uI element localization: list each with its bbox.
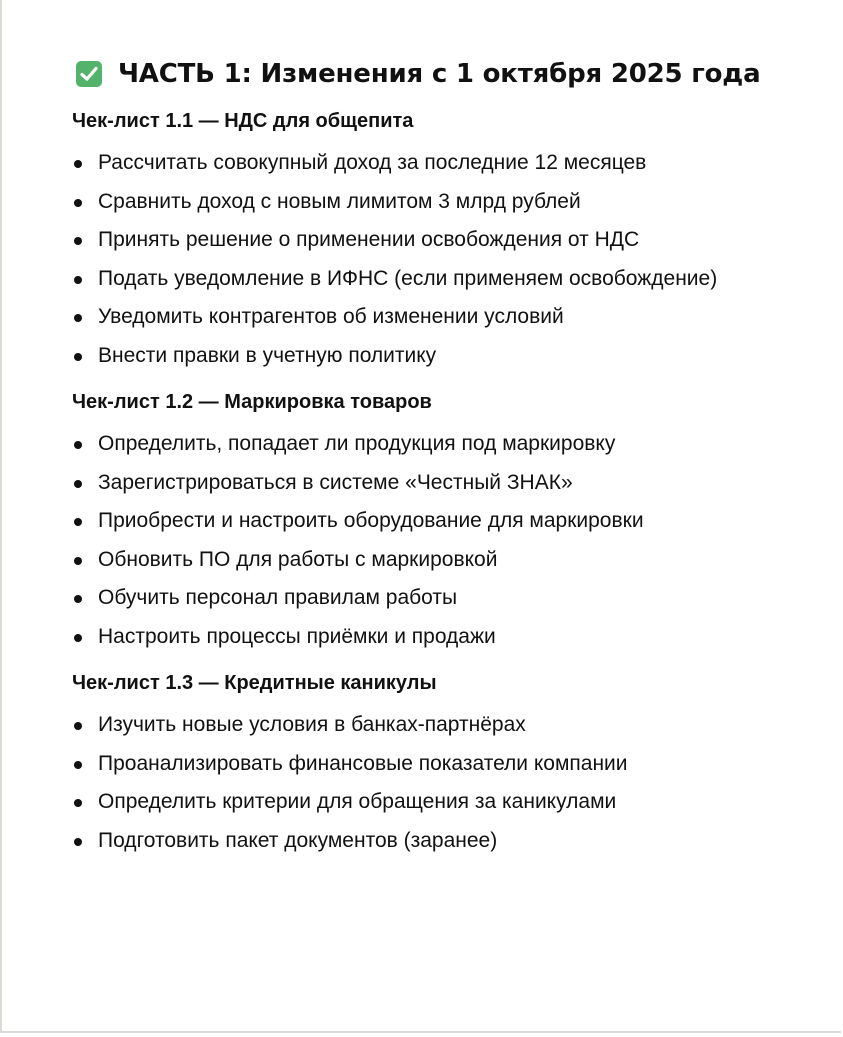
checklist-section-vat [72,106,832,375]
check-mark-icon [76,61,102,87]
checklist-item [72,221,832,260]
checklist-item-text: Обновить ПО для работы с маркировкой [98,547,498,571]
page-title: ЧАСТЬ 1: Изменения с 1 октября 2025 года [118,59,761,89]
section-title: Чек-лист 1.3 — Кредитные каникулы [72,672,437,694]
checklist-item-text: Принять решение о применении освобождения от НДС [98,228,640,251]
checklist-item-text: Уведомить контрагентов об изменении условий [98,305,564,328]
checklist-item [72,541,832,580]
checklist [72,425,832,656]
checklist-item-text: Изучить новые условия в банках-партнёрах [98,713,526,736]
checklist-item [72,579,832,618]
checklist-item [72,745,832,784]
section-title: Чек-лист 1.2 — Маркировка товаров [72,391,432,413]
bullet-icon [74,557,82,565]
bullet-icon [74,353,82,361]
checklist-item-text: Определить, попадает ли продукция под маркировку [98,432,616,455]
bullet-icon [74,634,82,642]
bullet-icon [74,761,82,769]
checklist [72,706,832,860]
checklist-item [72,783,832,822]
bullet-icon [74,480,82,488]
page-header [72,56,832,92]
document-content [72,56,832,872]
checklist-item-text: Зарегистрироваться в системе «Честный ЗНАК» [98,470,573,494]
checklist-item-text: Сравнить доход с новым лимитом 3 млрд рублей [98,189,581,213]
bullet-icon [74,237,82,245]
checklist-item-text: Рассчитать совокупный доход за последние 12 месяцев [98,151,647,174]
checklist-item [72,464,832,503]
checklist-item-text: Приобрести и настроить оборудование для маркировки [98,509,644,532]
bullet-icon [74,518,82,526]
bullet-icon [74,722,82,730]
checklist-item [72,183,832,222]
checklist-item [72,337,832,376]
bullet-icon [74,199,82,207]
checklist-item-text: Определить критерии для обращения за каникулами [98,790,617,813]
checklist-item [72,618,832,657]
checklist-item [72,425,832,464]
checklist-section-credit-holidays [72,668,832,860]
checklist-item [72,502,832,541]
checklist-item-text: Настроить процессы приёмки и продажи [98,624,496,648]
checklist-item-text: Подать уведомление в ИФНС (если применяем освобождение) [98,266,718,290]
bullet-icon [74,276,82,284]
checklist-section-marking [72,387,832,656]
checklist-item [72,706,832,745]
section-title: Чек-лист 1.1 — НДС для общепита [72,110,414,132]
checklist [72,144,832,375]
bullet-icon [74,314,82,322]
checklist-item [72,298,832,337]
checklist-item-text: Подготовить пакет документов (заранее) [98,828,498,852]
bullet-icon [74,838,82,846]
bullet-icon [74,595,82,603]
checklist-item [72,260,832,299]
checklist-item-text: Внести правки в учетную политику [98,343,437,367]
checklist-item [72,144,832,183]
checklist-item-text: Проанализировать финансовые показатели компании [98,751,628,775]
bullet-icon [74,160,82,168]
bullet-icon [74,799,82,807]
checklist-item [72,822,832,861]
bullet-icon [74,441,82,449]
checklist-item-text: Обучить персонал правилам работы [98,586,458,609]
